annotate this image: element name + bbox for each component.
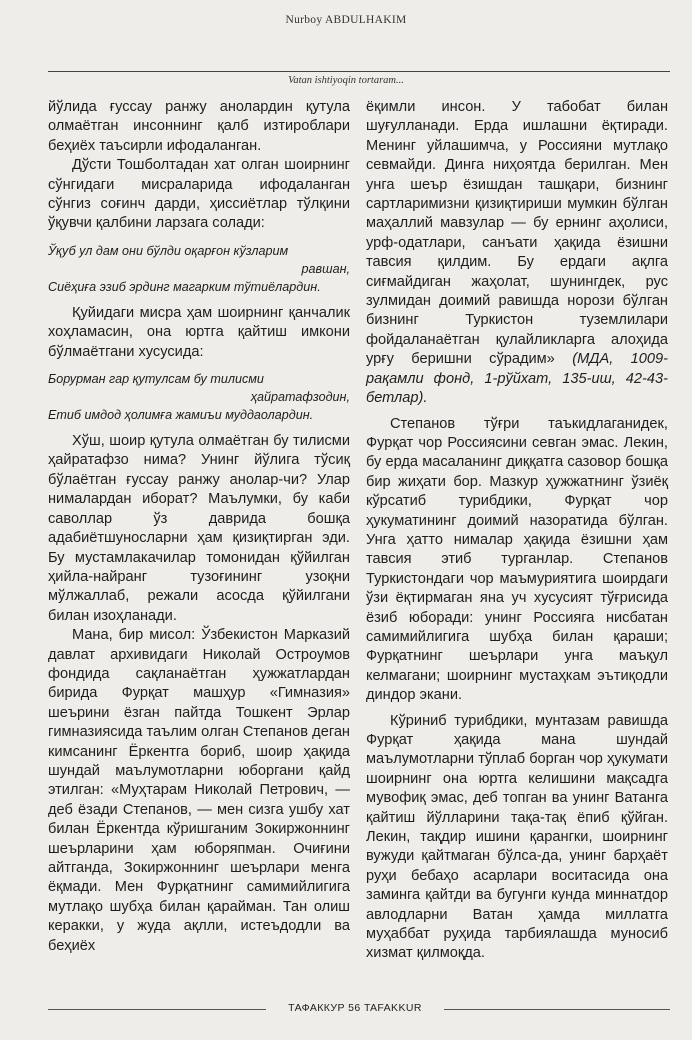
archive-citation: (МДА, 1009-рақамли фонд, 1-рўйхат, 135-иш, 42-43-бетлар).	[366, 351, 669, 407]
verse-2-line-3: Етиб имдод ҳолимға жамиъи муддаолардин.	[48, 408, 314, 423]
header-author: Nurboy ABDULHAKIM	[285, 14, 407, 26]
footer-page-number: ТАФАККУР 56 TAFAKKUR	[288, 1002, 422, 1014]
verse-2	[48, 370, 350, 424]
verse-1-line-3: Сиёҳиға эзиб эрдинг магарким тўтиёлардин.	[48, 279, 321, 294]
header-subtitle: Vatan ishtiyoqin tortaram...	[288, 75, 404, 86]
right-column	[366, 98, 668, 964]
left-paragraph-1: йўлида ғуссау ранжу анолардин қутула олмаётган инсоннинг қалб изтироблари беҳиёх таъсирли ифодаланган.	[48, 99, 350, 154]
right-paragraph-3: Кўриниб турибдики, мунтазам равишда Фурқат ҳақида мана шундай маълумотларни тўплаб борган чор ҳукумати шоирнинг она юртга келишини мақсадга мувофиқ эмас, деб топган ва унинг Ватанга қайтиш йўлларини тақа-тақ ёпиб қўйган. Лекин, тақдир ишини қарангки, шоирнинг вужуди қайтмаган бўлса-да, унинг барҳаёт руҳи бебаҳо асарлари воситасида она заминга қайтди ва бугунги кунда миннатдор авлодларни Ватан ҳамда миллатга муҳаббат руҳида тарбиялашда муносиб хизмат қилмоқда.	[366, 712, 668, 962]
right-paragraph-1	[366, 98, 668, 409]
footer-rule-right	[444, 1009, 670, 1010]
verse-2-line-2: ҳайратафзодин,	[250, 390, 350, 405]
verse-1-line-1: Ўқуб ул дам они бўлди оқарғон кўзларим	[48, 243, 289, 258]
verse-1	[48, 242, 350, 296]
left-paragraph-3: Қуйидаги мисра ҳам шоирнинг қанчалик хоҳламасин, она юртга қайтиш имкони бўлмаётгани хусусида:	[48, 304, 350, 360]
verse-1-line-2: равшан,	[301, 261, 350, 276]
left-paragraph-5: Мана, бир мисол: Ўзбекистон Марказий давлат архивидаги Николай Остроумов фондида сақланаётган ҳужжатлардан бирида Фурқат машҳур «Гимназия» шеърини ёзган пайтда Тошкент Эрлар гимназиясида таълим олган Степанов деган кимсанинг Ёркентга бориб, шоир ҳақида шундай маълумотларни юборгани қайд этилган: «Муҳтарам Николай Петрович, — деб ёзади Степанов, — мен сизга ушбу хат билан Ёркентда кўришганим Зокиржоннинг шеърларини ҳам юборяпман. Очиғини айтганда, Зокиржоннинг шеърлари менга ёқмади. Мен Фурқатнинг самимийлигига мутлақо шубҳа билан қарайман. Тан олиш керакки, у жуда ақлли, истеъдодли ва беҳиёх	[48, 627, 350, 954]
left-column	[48, 98, 350, 956]
left-paragraph-4: Хўш, шоир қутула олмаётган бу тилисми ҳайратафзо нима? Унинг йўлига тўсиқ бўлаётган ғуссау ранжу анолар-чи? Улар нималардан иборат? Маълумки, бу каби саволлар ўз даврида бошқа адабиётшуносларни ҳам қизиқтирган эди. Бу мустамлакачилар томонидан қўйилган ҳийла-найранг тузоғининг узоқни мўлжаллаб, режали асосда қўйилгани билан изоҳланади.	[48, 433, 350, 624]
page-footer	[48, 1002, 670, 1016]
verse-2-line-1: Борурман гар қутулсам бу тилисми	[48, 372, 264, 387]
right-paragraph-1-text: ёқимли инсон. У табобат билан шуғулланади. Ерда ишлашни ёқтиради. Менинг уйлашимча, у Россияни мутлақо севмайди. Динга ниҳоятда берилган. Мен унга шеър ёзишдан ташқари, бизнинг сартларимизни қизиқтириши мумкин бўлган маҳаллий мавзулар — бу ернинг аҳолиси, урф-одатлари, санъати ҳақида ёзишни тавсия қилдим. Бу ердаги ақлга сиғмайдиган жаҳолат, шунингдек, рус зулмидан доимий равишда норози бўлган бизнинг Туркистон туземлилари фойдаланаётган қулайликларга алоҳида урғу беришни сўрадим»	[366, 99, 668, 368]
right-paragraph-2: Степанов тўғри таъкидлаганидек, Фурқат чор Россиясини севган эмас. Лекин, бу ерда масаланинг диққатга сазовор бошқа бир жиҳати бор. Мазкур ҳужжатнинг ўзиёқ кўрсатиб турибдики, Фурқат чор ҳукуматининг доимий назоратида бўлган. Унга ҳатто нималар ҳақида ёзишни ҳам тавсия этиб турганлар. Степанов Туркистондаги чор маъмуриятига шоирдаги ўзи ёқтирмаган яна уч хусусият тўғрисида ёзиб юборади: унинг Россияга нисбатан самимийлигига шубҳа билан қараши; Фурқатнинг шеърлари унга маъқул келмагани; шоирнинг мустаҳкам эътиқодли диндор экани.	[366, 415, 668, 704]
footer-rule-left	[48, 1009, 266, 1010]
header-rule	[48, 71, 670, 72]
left-paragraph-2: Дўсти Тошболтадан хат олган шоирнинг сўнгидаги мисраларида ифодаланган сўнгиз соғинч дарди, ҳиссиётлар тўлқини ўқувчи қалбини ларзага солади:	[48, 157, 350, 232]
